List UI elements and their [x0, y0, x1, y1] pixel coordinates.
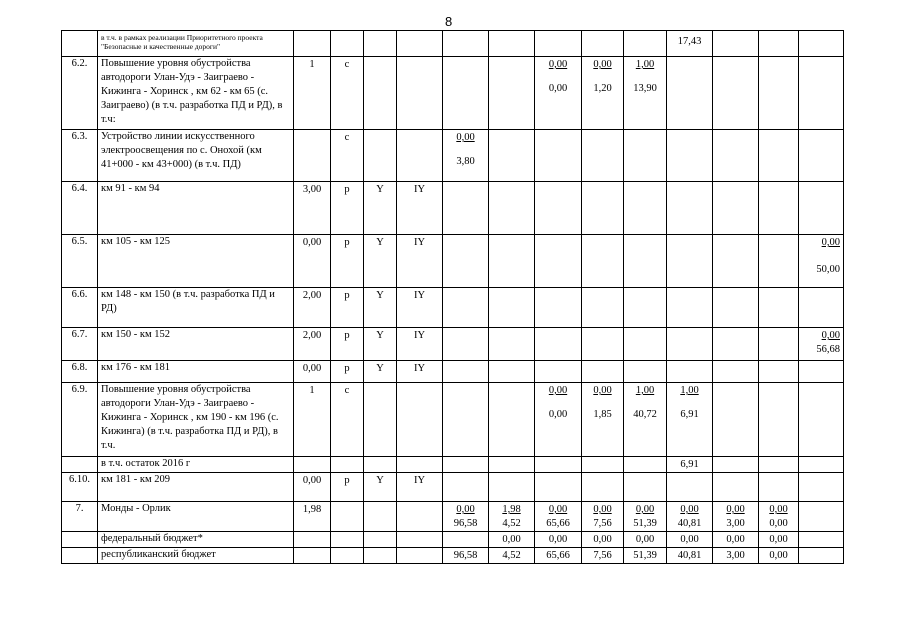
table-row — [62, 457, 844, 473]
row-label: Монды - Орлик — [98, 502, 294, 532]
value-cell: 0,00 1,20 — [582, 57, 624, 130]
value-cell: 0,00 65,66 — [535, 502, 582, 532]
table-row — [62, 383, 844, 457]
row-label: в т.ч. остаток 2016 г — [98, 457, 294, 473]
page-number: 8 — [445, 14, 453, 29]
value-cell: 0,00 50,00 — [799, 235, 844, 288]
table-row — [62, 361, 844, 383]
class-cell: IY — [397, 361, 443, 383]
row-number: 6.7. — [62, 328, 98, 361]
value-cell: 0,00 — [667, 532, 713, 548]
type-cell: р — [331, 473, 364, 502]
table-row — [62, 130, 844, 182]
value-cell: 51,39 — [624, 548, 667, 564]
row-number: 6.5. — [62, 235, 98, 288]
value-cell: 7,56 — [582, 548, 624, 564]
type-cell: с — [331, 383, 364, 457]
row-label: км 105 - км 125 — [98, 235, 294, 288]
row-label: федеральный бюджет* — [98, 532, 294, 548]
value-cell: 4,52 — [489, 548, 535, 564]
table-row — [62, 182, 844, 235]
table-row — [62, 473, 844, 502]
type-cell: р — [331, 182, 364, 235]
value-cell: 0,00 0,00 — [535, 383, 582, 457]
length-cell: 0,00 — [294, 473, 331, 502]
value-cell: 6,91 — [667, 457, 713, 473]
type-cell: с — [331, 130, 364, 182]
row-label: в т.ч. в рамках реализации Приоритетного проекта "Безопасные и качественные дороги" — [98, 31, 294, 57]
value-cell: 3,00 — [713, 548, 759, 564]
cell-value: 17,43 — [667, 31, 713, 57]
length-cell: 1 — [294, 383, 331, 457]
type-cell: р — [331, 361, 364, 383]
category-cell: Y — [364, 235, 397, 288]
category-cell: Y — [364, 182, 397, 235]
value-cell: 0,00 — [535, 532, 582, 548]
row-number: 6.6. — [62, 288, 98, 328]
value-cell: 1,00 13,90 — [624, 57, 667, 130]
category-cell: Y — [364, 328, 397, 361]
type-cell: р — [331, 235, 364, 288]
length-cell: 2,00 — [294, 328, 331, 361]
value-cell: 0,00 40,81 — [667, 502, 713, 532]
class-cell: IY — [397, 235, 443, 288]
value-cell: 0,00 — [759, 532, 799, 548]
value-cell: 0,00 51,39 — [624, 502, 667, 532]
row-number: 6.2. — [62, 57, 98, 130]
category-cell: Y — [364, 288, 397, 328]
row-number: 6.4. — [62, 182, 98, 235]
value-cell: 0,00 3,00 — [713, 502, 759, 532]
row-number: 7. — [62, 502, 98, 532]
class-cell: IY — [397, 473, 443, 502]
value-cell: 0,00 3,80 — [443, 130, 489, 182]
value-cell: 0,00 7,56 — [582, 502, 624, 532]
table-row — [62, 31, 844, 57]
length-cell: 0,00 — [294, 235, 331, 288]
row-label: Повышение уровня обустройства автодороги Улан-Удэ - Заиграево - Кижинга - Хоринск , км 62 - км 65 (с. Заиграево) (в т.ч. разработка ПД и РД), в т.ч: — [98, 57, 294, 130]
value-cell: 65,66 — [535, 548, 582, 564]
row-label: республиканский бюджет — [98, 548, 294, 564]
value-cell: 0,00 1,85 — [582, 383, 624, 457]
value-cell: 1,00 6,91 — [667, 383, 713, 457]
value-cell: 1,98 4,52 — [489, 502, 535, 532]
length-cell: 2,00 — [294, 288, 331, 328]
value-cell: 40,81 — [667, 548, 713, 564]
class-cell: IY — [397, 182, 443, 235]
type-cell: с — [331, 57, 364, 130]
value-cell: 0,00 0,00 — [535, 57, 582, 130]
type-cell: р — [331, 288, 364, 328]
row-label: Устройство линии искусственного электроосвещения по с. Онохой (км 41+000 - км 43+000) (в т.ч. ПД) — [98, 130, 294, 182]
value-cell: 0,00 — [624, 532, 667, 548]
value-cell: 1,00 40,72 — [624, 383, 667, 457]
table-row — [62, 235, 844, 288]
value-cell: 0,00 0,00 — [759, 502, 799, 532]
table-row — [62, 328, 844, 361]
program-table — [61, 30, 844, 564]
length-cell: 0,00 — [294, 361, 331, 383]
row-number: 6.3. — [62, 130, 98, 182]
class-cell: IY — [397, 288, 443, 328]
value-cell: 0,00 56,68 — [799, 328, 844, 361]
table-row — [62, 532, 844, 548]
row-label: км 150 - км 152 — [98, 328, 294, 361]
row-label: км 176 - км 181 — [98, 361, 294, 383]
value-cell: 0,00 — [582, 532, 624, 548]
length-cell: 1,98 — [294, 502, 331, 532]
row-label: км 91 - км 94 — [98, 182, 294, 235]
category-cell: Y — [364, 361, 397, 383]
category-cell: Y — [364, 473, 397, 502]
type-cell: р — [331, 328, 364, 361]
value-cell: 96,58 — [443, 548, 489, 564]
row-number: 6.8. — [62, 361, 98, 383]
row-label: км 181 - км 209 — [98, 473, 294, 502]
value-cell: 0,00 — [489, 532, 535, 548]
table-row — [62, 502, 844, 532]
row-number: 6.10. — [62, 473, 98, 502]
value-cell: 0,00 — [713, 532, 759, 548]
length-cell: 1 — [294, 57, 331, 130]
row-number: 6.9. — [62, 383, 98, 457]
table-row — [62, 288, 844, 328]
class-cell: IY — [397, 328, 443, 361]
value-cell: 0,00 — [759, 548, 799, 564]
row-label: Повышение уровня обустройства автодороги Улан-Удэ - Заиграево - Кижинга - Хоринск , км 190 - км 196 (с. Кижинга) (в т.ч. разработка ПД и РД), в т.ч. — [98, 383, 294, 457]
table-row — [62, 548, 844, 564]
length-cell: 3,00 — [294, 182, 331, 235]
table-row — [62, 57, 844, 130]
value-cell: 0,00 96,58 — [443, 502, 489, 532]
row-label: км 148 - км 150 (в т.ч. разработка ПД и РД) — [98, 288, 294, 328]
